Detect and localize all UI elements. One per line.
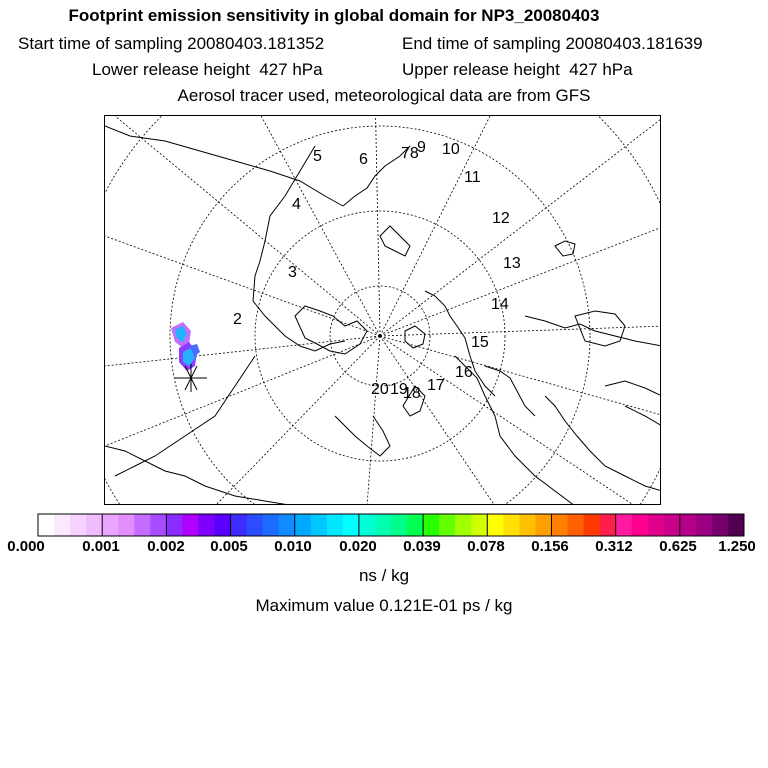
colorbar-swatch [327,514,344,536]
polar-map [105,116,661,505]
colorbar-swatch [535,514,552,536]
traj-label-16: 16 [455,364,473,381]
colorbar-swatch [503,514,520,536]
colorbar-swatch [375,514,392,536]
traj-label-9: 9 [417,139,426,156]
coastlines [105,126,661,505]
latitude-circle-50 [105,116,661,505]
colorbar-tick-label: 0.039 [403,538,441,555]
colorbar-swatch [38,514,55,536]
colorbar-swatch [519,514,536,536]
colorbar [37,513,745,537]
traj-label-20: 20 [371,381,389,398]
colorbar-swatch [696,514,713,536]
traj-label-17: 17 [427,377,445,394]
graticule [105,116,661,505]
colorbar-swatch [680,514,697,536]
colorbar-swatch [263,514,280,536]
traj-label-2: 2 [233,311,242,328]
colorbar-swatch [728,514,745,536]
colorbar-swatch [295,514,312,536]
colorbar-tick-label: 0.156 [531,538,569,555]
tracer-info-label: Aerosol tracer used, meteorological data are from GFS [177,86,591,105]
colorbar-swatch [632,514,649,536]
star-marker-icon [175,364,207,392]
colorbar-swatch [86,514,103,536]
traj-label-15: 15 [471,334,489,351]
colorbar-swatch [423,514,440,536]
colorbar-swatch [359,514,376,536]
traj-label-5: 5 [313,148,322,165]
colorbar-swatch [343,514,360,536]
colorbar-swatch [311,514,328,536]
colorbar-tick-label: 0.002 [147,538,185,555]
colorbar-swatch [166,514,183,536]
colorbar-tick-label: 0.020 [339,538,377,555]
map-panel [104,115,661,505]
colorbar-swatch [584,514,601,536]
colorbar-tick-label: 0.078 [467,538,505,555]
colorbar-swatch [471,514,488,536]
colorbar-swatch [279,514,296,536]
colorbar-tick-label: 1.250 [718,538,756,555]
colorbar-swatch [455,514,472,536]
colorbar-tick-label: 0.000 [7,538,45,555]
colorbar-swatch [568,514,585,536]
colorbar-swatch [54,514,71,536]
traj-label-14: 14 [491,296,509,313]
traj-label-12: 12 [492,210,510,227]
colorbar-swatch [600,514,617,536]
colorbar-tick-label: 0.001 [82,538,120,555]
colorbar-swatch [712,514,729,536]
colorbar-swatch [648,514,665,536]
map-title: Footprint emission sensitivity in global domain for NP3_20080403 [68,6,600,25]
colorbar-swatch [231,514,248,536]
end-time-label: End time of sampling 20080403.181639 [402,34,703,53]
colorbar-swatch [118,514,135,536]
traj-label-13: 13 [503,255,521,272]
colorbar-tick-label: 0.005 [210,538,248,555]
colorbar-swatch [487,514,504,536]
colorbar-swatch [70,514,87,536]
traj-label-3: 3 [288,264,297,281]
maximum-value-label: Maximum value 0.121E-01 ps / kg [255,596,513,615]
colorbar-swatch [134,514,151,536]
upper-release-height-label: Upper release height 427 hPa [402,60,633,79]
traj-label-6: 6 [359,151,368,168]
colorbar-unit-label: ns / kg [358,566,410,585]
colorbar-swatch [198,514,215,536]
colorbar-swatch [150,514,167,536]
colorbar-swatch [616,514,633,536]
start-time-label: Start time of sampling 20080403.181352 [18,34,325,53]
traj-label-10: 10 [442,141,460,158]
colorbar-swatch [407,514,424,536]
traj-label-11: 11 [464,169,481,186]
colorbar-swatch [391,514,408,536]
colorbar-tick-label: 0.312 [595,538,633,555]
colorbar-swatch [102,514,119,536]
traj-label-78: 78 [401,145,419,162]
colorbar-swatch [215,514,232,536]
emission-plume [171,322,200,371]
colorbar-swatch [551,514,568,536]
colorbar-tick-label: 0.010 [274,538,312,555]
colorbar-swatch [439,514,456,536]
traj-label-19: 19 [390,381,408,398]
colorbar-tick-label: 0.625 [659,538,697,555]
colorbar-swatch [182,514,199,536]
lower-release-height-label: Lower release height 427 hPa [92,60,323,79]
colorbar-swatch [247,514,264,536]
traj-label-4: 4 [292,196,301,213]
colorbar-swatch [664,514,681,536]
traj-label-18: 18 [403,385,421,402]
